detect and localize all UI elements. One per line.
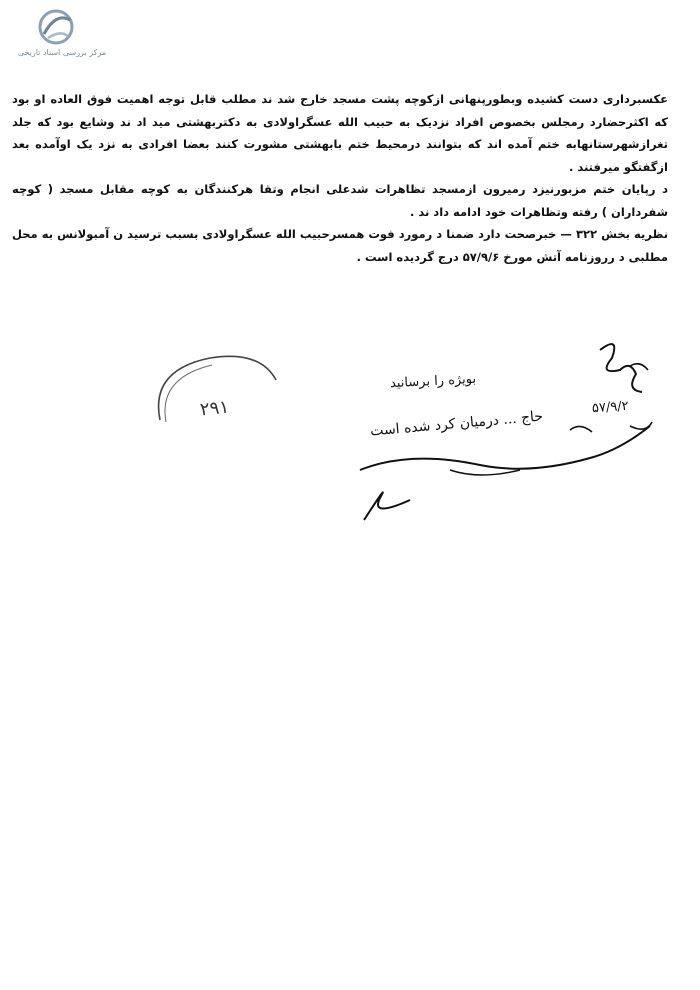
handwritten-note-line2: حاج ... درمیان کرد شده است: [369, 408, 544, 440]
paragraph: د رپایان ختم مزبورنیزد رمیرون ازمسجد تظاهرات شدعلی انجام وتقا هرکنندگان به کوچه مقابل مسجد ( کوچه شفرداران ) رفته وتظاهرات خود ادامه داد ند .: [12, 182, 668, 219]
stamp-number: ۲۹۱: [198, 396, 231, 421]
logo-caption: مرکز بررسی اسناد تاریخی: [17, 48, 107, 57]
handwritten-note-line1: بویژه را برسانید: [389, 371, 477, 392]
archive-logo: [6, 8, 116, 64]
handwritten-annotations: [330, 330, 680, 530]
archive-emblem-icon: [34, 8, 78, 46]
handwritten-date: ۵۷/۹/۲: [591, 398, 630, 417]
paragraph: عکسبرداری دست کشیده وبطورپنهانی ازکوچه پشت مسجد خارج شد ند مطلب قابل توجه اهمیت فوق العاده او بود که اکثرحضارد رمجلس بخصوص افراد نزدیک به حبیب الله عسگراولادی به دکتربهشتی مید اد ند وشایع بود که جلد تغرازشهرستانهابه ختم آمده اند که بتوانند درمحیط ختم بابهشتی مشورت کنند بعضا افرادی به نزد یک اوآمده بعد ازگفتگو میرفتند .: [12, 92, 668, 174]
paragraph: نظریه بخش ۳۲۲ — خبرصحت دارد ضمنا د رمورد فوت همسرحبیب الله عسگراولادی بسبب ترسید ن آمبولانس به محل مطلبی د رروزنامه آتش مورخ ۵۷/۹/۶ درج گردیده است .: [12, 227, 669, 264]
document-body: [12, 88, 668, 268]
